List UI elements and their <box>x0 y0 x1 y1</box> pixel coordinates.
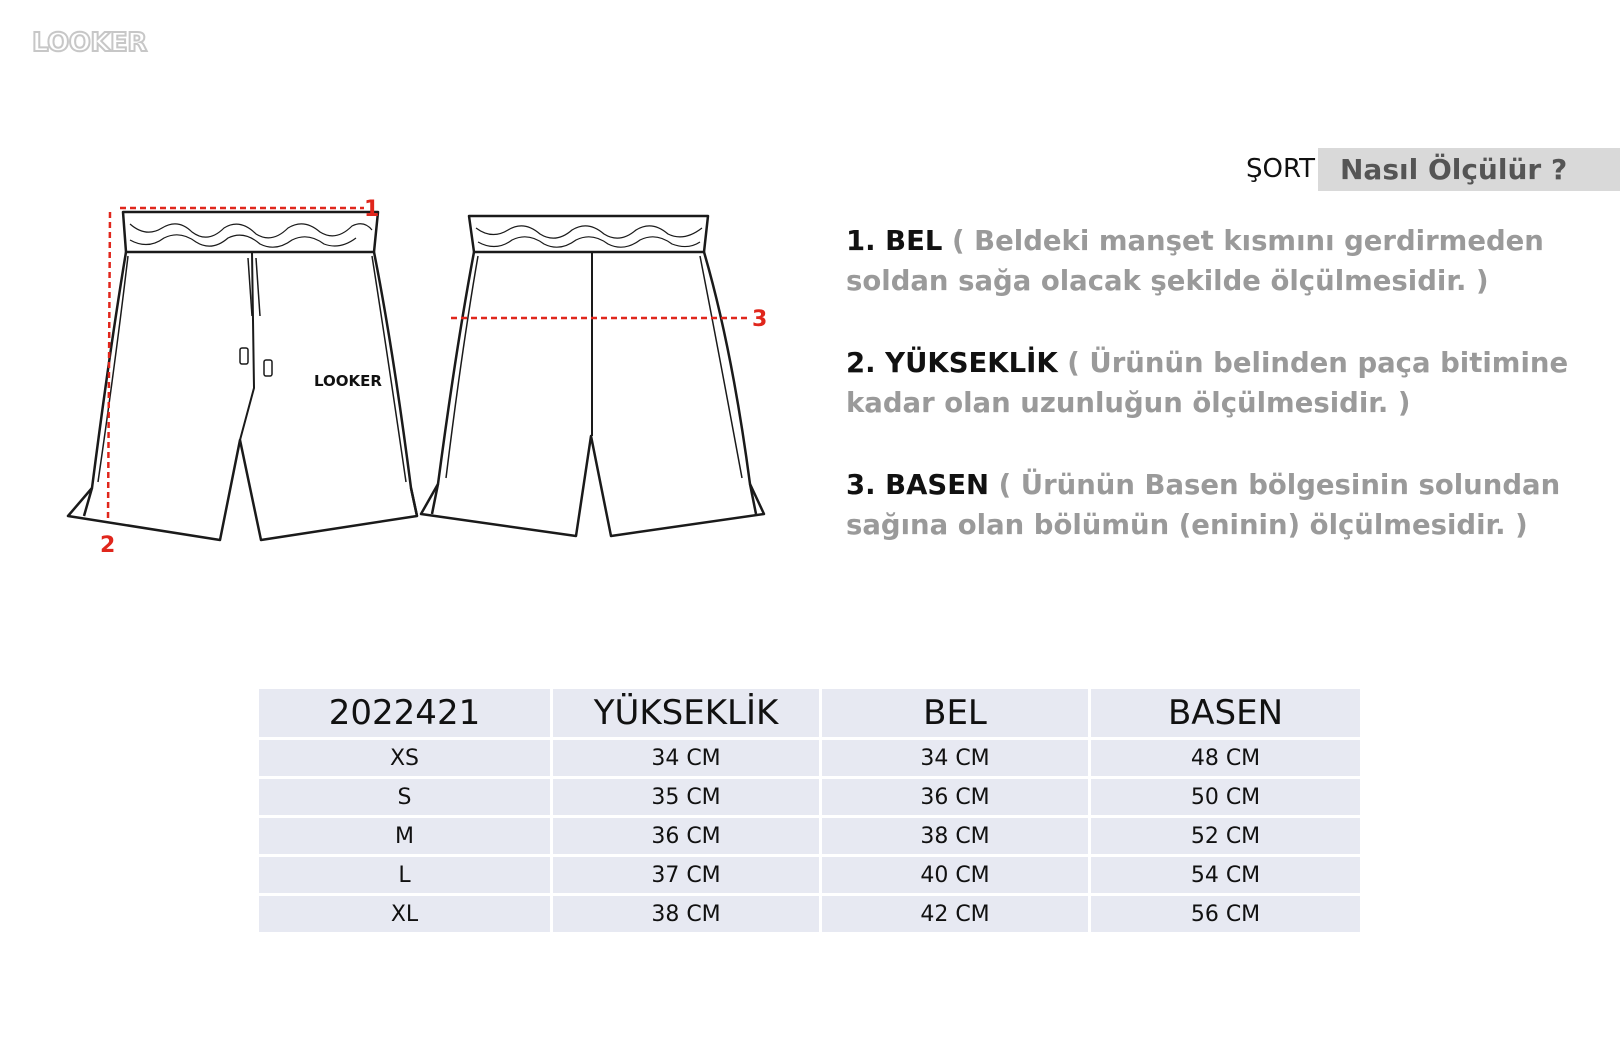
how-to-measure-title: Nasıl Ölçülür ? <box>1340 153 1568 186</box>
waist-cell: 34 CM <box>821 739 1090 778</box>
marker-1: 1 <box>364 198 380 222</box>
size-table-header <box>258 688 1362 739</box>
height-cell: 38 CM <box>552 895 821 934</box>
hip-cell: 54 CM <box>1090 856 1362 895</box>
instruction-bel-key: 1. BEL <box>846 225 943 257</box>
marker-2: 2 <box>100 533 116 558</box>
header-waist: BEL <box>821 688 1090 739</box>
header-height: YÜKSEKLİK <box>552 688 821 739</box>
size-cell: M <box>258 817 552 856</box>
shorts-measurement-drawing <box>66 198 796 578</box>
size-table <box>256 686 1363 935</box>
table-row <box>258 817 1362 856</box>
instruction-basen-text: ( Ürünün Basen bölgesinin solundan sağına olan bölümün (eninin) ölçülmesidir. ) <box>846 469 1561 541</box>
size-cell: XS <box>258 739 552 778</box>
table-row <box>258 856 1362 895</box>
table-row <box>258 895 1362 934</box>
waist-cell: 42 CM <box>821 895 1090 934</box>
height-cell: 37 CM <box>552 856 821 895</box>
header-product-code: 2022421 <box>258 688 552 739</box>
table-row <box>258 739 1362 778</box>
how-to-measure-header <box>1318 148 1620 191</box>
hip-cell: 52 CM <box>1090 817 1362 856</box>
instruction-height-text: ( Ürünün belinden paça bitimine kadar olan uzunluğun ölçülmesidir. ) <box>846 347 1569 419</box>
back-shorts-illustration <box>421 216 764 536</box>
waist-cell: 36 CM <box>821 778 1090 817</box>
table-row <box>258 778 1362 817</box>
height-cell: 34 CM <box>552 739 821 778</box>
instruction-height-key: 2. YÜKSEKLİK <box>846 347 1058 379</box>
marker-3: 3 <box>752 307 768 332</box>
instruction-bel-text: ( Beldeki manşet kısmını gerdirmeden soldan sağa olacak şekilde ölçülmesidir. ) <box>846 225 1544 297</box>
height-cell: 35 CM <box>552 778 821 817</box>
hip-cell: 50 CM <box>1090 778 1362 817</box>
garment-logo: LOOKER <box>314 372 382 390</box>
header-hip: BASEN <box>1090 688 1362 739</box>
brand-logo: LOOKER <box>32 28 147 58</box>
height-measure-line <box>108 212 110 520</box>
instruction-bel <box>846 221 1586 301</box>
waist-cell: 40 CM <box>821 856 1090 895</box>
height-cell: 36 CM <box>552 817 821 856</box>
size-cell: L <box>258 856 552 895</box>
instruction-height <box>846 343 1586 423</box>
size-cell: S <box>258 778 552 817</box>
waist-cell: 38 CM <box>821 817 1090 856</box>
hip-cell: 48 CM <box>1090 739 1362 778</box>
category-label: ŞORT <box>1246 154 1316 184</box>
hip-cell: 56 CM <box>1090 895 1362 934</box>
instruction-basen-key: 3. BASEN <box>846 469 990 501</box>
instruction-basen <box>846 465 1586 545</box>
size-cell: XL <box>258 895 552 934</box>
